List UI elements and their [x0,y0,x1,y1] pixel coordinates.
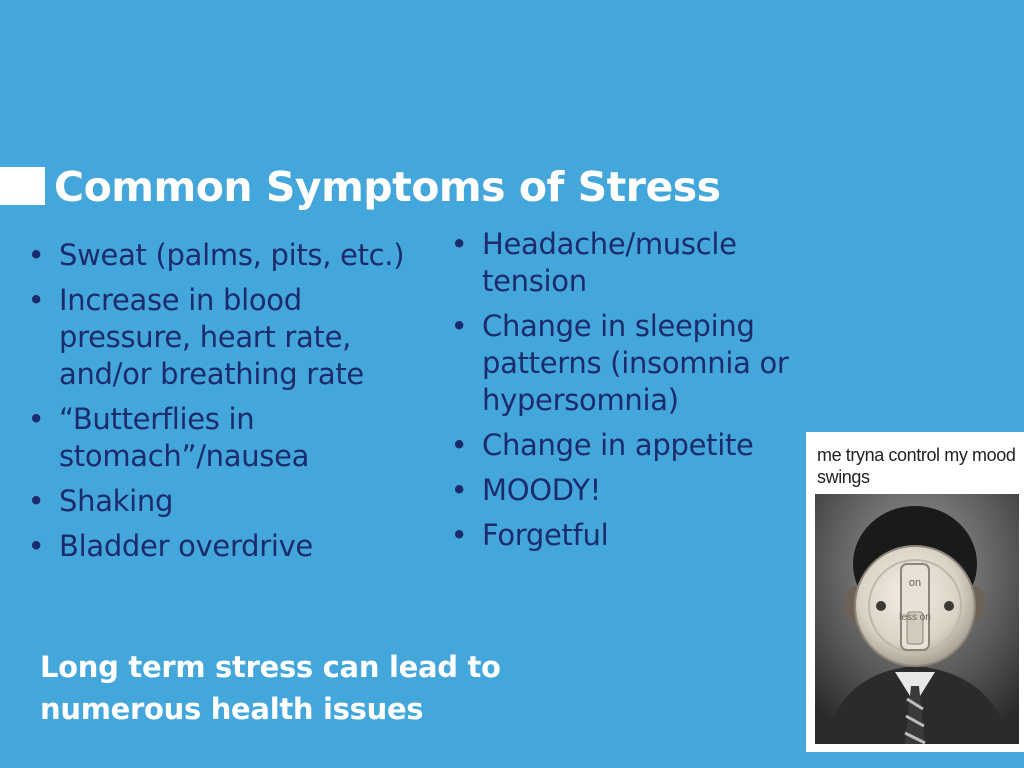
bullet-icon: • [27,529,45,563]
list-item [449,472,819,509]
bullet-text: Sweat (palms, pits, etc.) [59,238,405,272]
bullet-icon: • [27,283,45,317]
list-item [26,237,426,274]
bullet-text: Bladder overdrive [59,529,313,563]
meme-caption: me tryna control my mood swings [817,445,1016,487]
bullet-text: Increase in blood pressure, heart rate, and/or breathing rate [59,283,364,391]
title-accent-block [0,167,45,205]
meme-image [806,432,1024,752]
bullet-icon: • [450,227,468,261]
bullet-icon: • [27,238,45,272]
left-bullet-list [26,237,426,573]
bullet-text: Change in appetite [482,428,754,462]
bullet-icon: • [27,484,45,518]
list-item [449,517,819,554]
footer-note: Long term stress can lead to numerous health issues [40,650,501,726]
right-bullet-list [449,226,819,562]
list-item [26,282,426,393]
switch-label-bottom: less on [899,612,931,623]
list-item [26,401,426,475]
bullet-icon: • [450,518,468,552]
bullet-icon: • [450,309,468,343]
bullet-text: “Butterflies in stomach”/nausea [59,402,310,473]
bullet-text: MOODY! [482,473,601,507]
list-item [26,528,426,565]
list-item [449,226,819,300]
switch-label-top: on [908,577,922,589]
bullet-text: Forgetful [482,518,609,552]
bullet-text: Headache/muscle tension [482,227,737,298]
list-item [449,308,819,419]
slide-title: Common Symptoms of Stress [54,163,721,211]
list-item [26,483,426,520]
bullet-icon: • [450,473,468,507]
bullet-icon: • [450,428,468,462]
bullet-text: Change in sleeping patterns (insomnia or hypersomnia) [482,309,789,417]
bullet-text: Shaking [59,484,174,518]
list-item [449,427,819,464]
bullet-icon: • [27,402,45,436]
man-with-switch-face-illustration [815,494,1019,744]
